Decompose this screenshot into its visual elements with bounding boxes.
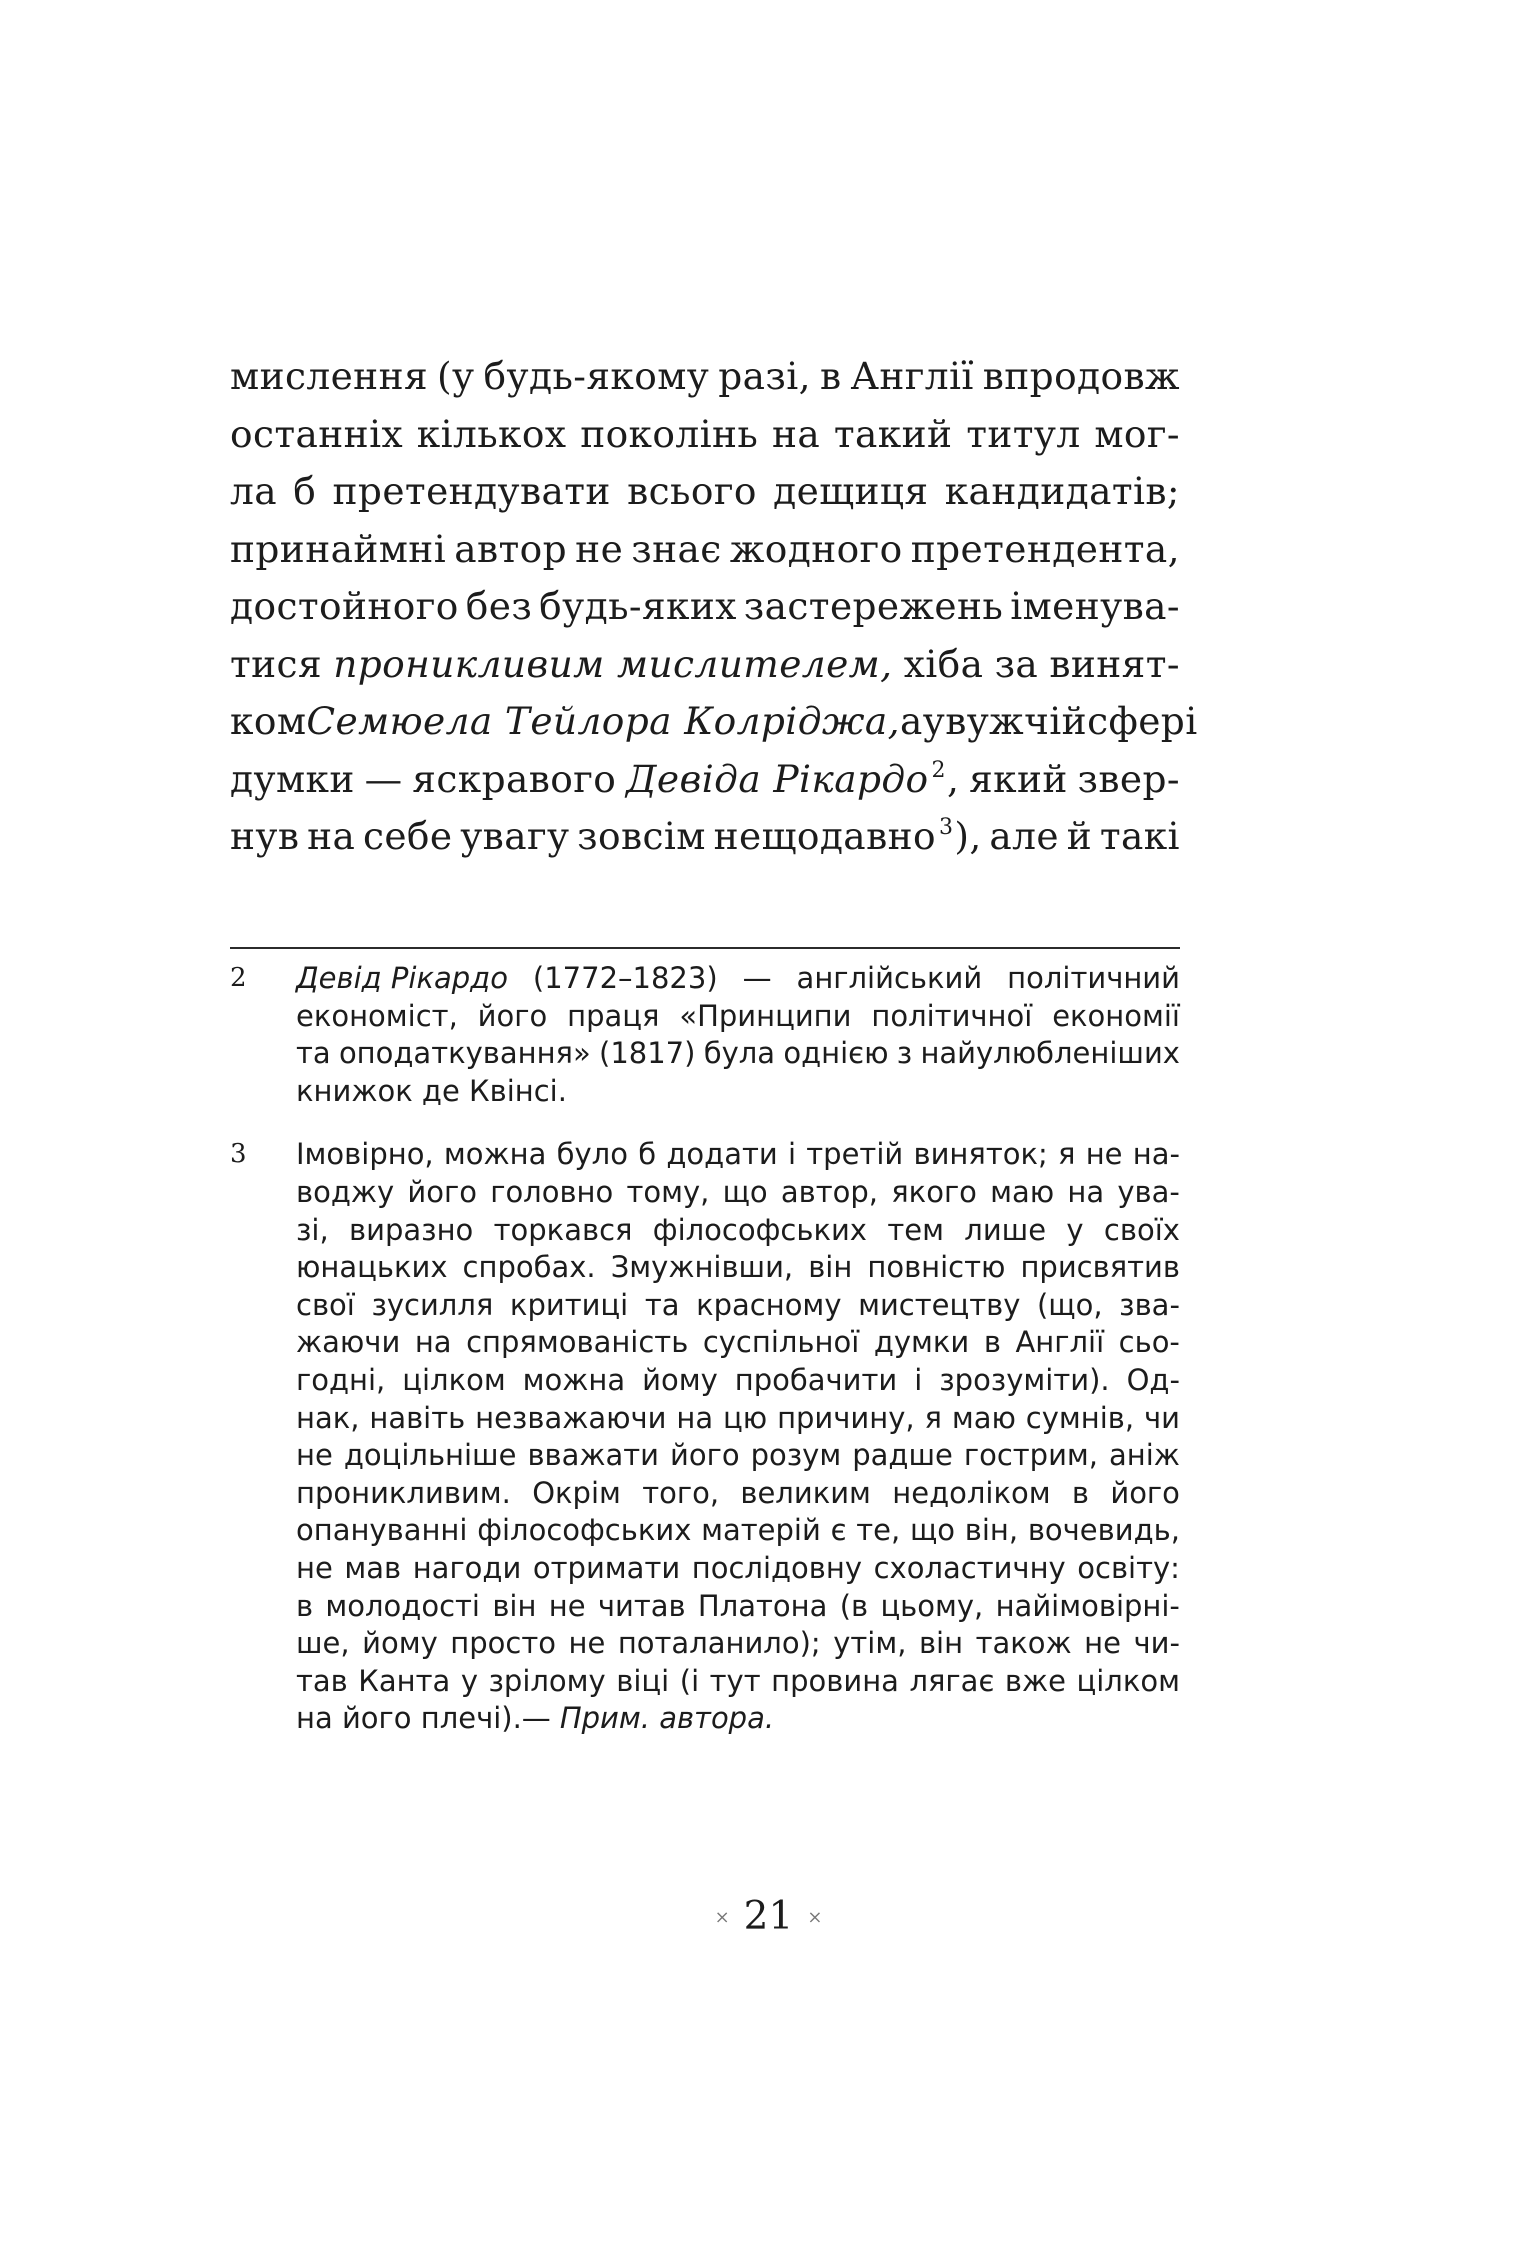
word: (в	[839, 1588, 869, 1623]
word: була	[703, 1036, 776, 1071]
word: мог-	[1094, 411, 1180, 456]
word: Платона	[697, 1588, 828, 1623]
word: нув	[230, 814, 300, 858]
footnote-number: 2	[230, 963, 247, 993]
body-line-2	[230, 406, 1180, 464]
word: і	[787, 1137, 797, 1172]
word: віці	[616, 1663, 670, 1698]
footnote-line	[296, 1035, 1180, 1073]
word: Англії	[1015, 1325, 1105, 1360]
main-text	[230, 348, 1198, 866]
word: є	[830, 1513, 847, 1548]
word: Англії	[850, 354, 974, 398]
word: політичної	[871, 998, 1033, 1033]
word: і	[914, 1362, 923, 1397]
word: не	[575, 526, 624, 571]
word: мислення	[230, 354, 429, 398]
page-number: 21	[743, 1894, 794, 1939]
word: він	[808, 1250, 853, 1285]
word: я	[1058, 1137, 1076, 1172]
word: принаймні	[230, 526, 447, 571]
footnote-line	[296, 960, 1180, 998]
word: не	[296, 1550, 333, 1585]
footnote-line	[296, 1212, 1180, 1250]
word: який	[969, 756, 1068, 801]
author-note-label: Прим. автора.	[559, 1701, 775, 1736]
word: можна	[522, 1362, 626, 1397]
footnote-line	[296, 1073, 1180, 1111]
body-line-5	[230, 578, 1180, 636]
word: цю	[723, 1400, 768, 1435]
body-line-3	[230, 463, 1180, 521]
word: гострим,	[963, 1438, 1099, 1473]
word: ше,	[296, 1626, 350, 1661]
word: свої	[296, 1287, 355, 1322]
word: сьо-	[1118, 1325, 1180, 1360]
word: однією	[783, 1036, 889, 1071]
word: незважаючи	[475, 1400, 667, 1435]
body-line-7	[230, 693, 1198, 751]
word: (у	[437, 354, 475, 398]
word: впродовж	[982, 354, 1180, 398]
footnote-line	[296, 1588, 1180, 1626]
italic-term-insightful-thinker: проникливим мислителем,	[333, 641, 893, 686]
word: спрямованість	[466, 1325, 689, 1360]
footnote-line	[296, 1663, 1180, 1701]
word: зва-	[1119, 1287, 1180, 1322]
word: жодного	[729, 526, 903, 571]
word: поколінь	[580, 411, 759, 456]
word: тут	[709, 1663, 761, 1698]
word: тися	[230, 641, 322, 686]
word: мав	[344, 1550, 402, 1585]
word: будь-яких	[539, 584, 737, 628]
word: лягає	[909, 1663, 995, 1698]
word: філософських	[652, 1212, 867, 1247]
footnote-line	[296, 1136, 1180, 1174]
word: схоластичну	[873, 1550, 1066, 1585]
footnote-line	[296, 1437, 1180, 1475]
word: автор,	[780, 1174, 879, 1209]
word: аніж	[1109, 1438, 1180, 1473]
word: Змужнівши,	[610, 1250, 794, 1285]
word: нагоди	[412, 1550, 522, 1585]
word: не	[1084, 1626, 1121, 1661]
word: достойного	[230, 584, 459, 628]
word: маю	[990, 1174, 1055, 1209]
word: лише	[964, 1212, 1047, 1247]
word: такі	[1099, 814, 1180, 858]
word: зовсім	[577, 814, 706, 858]
footnote-line	[296, 1512, 1180, 1550]
footnote-text: книжок де Квінсі.	[296, 1073, 567, 1108]
word: воджу	[296, 1174, 395, 1209]
word: увагу	[460, 814, 570, 858]
word: навіть	[369, 1400, 466, 1435]
word: тем	[887, 1212, 944, 1247]
word: на	[676, 1400, 714, 1435]
word: разі,	[718, 354, 811, 398]
word: не	[1085, 1137, 1123, 1172]
word: годні,	[296, 1362, 386, 1397]
footnote-line	[296, 1249, 1180, 1287]
word: сумнів,	[1025, 1400, 1135, 1435]
word: нещодавно	[713, 814, 936, 858]
footnote-line	[296, 1700, 1180, 1738]
word: послідовну	[691, 1550, 863, 1585]
word: кандидатів;	[944, 469, 1180, 513]
italic-name-ricardo: Девіда Рікардо	[626, 756, 929, 801]
word: та	[644, 1287, 680, 1322]
word: пробачити	[734, 1362, 898, 1397]
word: того,	[642, 1475, 720, 1510]
word: в	[983, 1325, 1001, 1360]
footnote-text: на його плечі).—	[296, 1701, 551, 1736]
footnote-line	[296, 1362, 1180, 1400]
footnote-number: 3	[230, 1139, 247, 1170]
body-line-1	[230, 348, 1180, 406]
word: його	[407, 1174, 477, 1209]
word: філософських	[477, 1513, 692, 1548]
word: у	[1066, 1212, 1084, 1247]
word: радше	[852, 1438, 953, 1473]
word: без	[465, 584, 533, 628]
word: на	[307, 814, 356, 858]
word: не	[548, 1588, 586, 1623]
word: англійський	[796, 961, 983, 995]
word: Імовірно,	[296, 1137, 434, 1172]
word: спробах.	[462, 1250, 596, 1285]
word: додати	[666, 1137, 778, 1172]
word: зі,	[296, 1212, 329, 1247]
word: тав	[296, 1663, 348, 1698]
italic-name-ricardo: Девід Рікардо	[296, 961, 508, 995]
word: на	[1067, 1174, 1105, 1209]
word: його	[670, 1438, 740, 1473]
word: молодості	[325, 1588, 480, 1623]
word: на	[771, 411, 821, 456]
word: його	[1110, 1475, 1180, 1510]
word: просто	[450, 1626, 556, 1661]
word: на	[414, 1325, 452, 1360]
word: проникливим.	[296, 1475, 511, 1510]
word: з	[896, 1036, 913, 1071]
word: на-	[1132, 1137, 1180, 1172]
word: цілком	[1076, 1663, 1180, 1698]
word: розум	[750, 1438, 842, 1473]
word: нак,	[296, 1400, 360, 1435]
word: своїх	[1103, 1212, 1180, 1247]
word: він	[918, 1626, 964, 1661]
word: виняток;	[913, 1137, 1048, 1172]
word: звер-	[1077, 756, 1180, 801]
word: зрозуміти).	[939, 1362, 1110, 1397]
body-line-6	[230, 636, 1180, 694]
word: повністю	[867, 1250, 1006, 1285]
word: ком	[230, 699, 307, 743]
recently-with-ref	[714, 808, 982, 866]
word: він,	[964, 1513, 1019, 1548]
word: праця	[567, 998, 660, 1033]
word: я	[924, 1400, 942, 1435]
word: титул	[966, 411, 1081, 456]
footnote-line	[296, 1174, 1180, 1212]
word: політичний	[1007, 961, 1180, 995]
word: виразно	[349, 1212, 474, 1247]
word: було	[556, 1137, 628, 1172]
word: що	[722, 1174, 768, 1209]
word: недоліком	[892, 1475, 1051, 1510]
word: цілком	[402, 1362, 506, 1397]
word: економіст,	[296, 998, 458, 1033]
word: за	[994, 641, 1039, 686]
body-line-8	[230, 751, 1180, 809]
word: він	[492, 1588, 537, 1623]
word: —	[742, 961, 772, 995]
word: сфері	[1087, 699, 1198, 743]
word: присвятив	[1020, 1250, 1180, 1285]
word: у	[922, 699, 946, 743]
word: але	[989, 814, 1059, 858]
footnote-ref-2[interactable]: 2	[931, 757, 946, 783]
word: юнацьких	[296, 1250, 448, 1285]
footnote-line	[296, 998, 1180, 1036]
word: критиці	[509, 1287, 629, 1322]
footnote-line	[296, 1324, 1180, 1362]
word: будь-якому	[483, 354, 710, 398]
word: ува-	[1117, 1174, 1180, 1209]
word: утім,	[833, 1626, 907, 1661]
word: застережень	[743, 584, 1004, 628]
word: —	[364, 756, 403, 801]
word: отримати	[532, 1550, 681, 1585]
word: й	[1066, 814, 1093, 858]
word: в	[820, 354, 842, 398]
word: а	[899, 699, 923, 743]
ornament-right: ×	[807, 1907, 823, 1928]
word: оподаткування»	[338, 1036, 591, 1071]
word: Окрім	[532, 1475, 621, 1510]
word: найулюбленіших	[920, 1036, 1180, 1071]
word: опануванні	[296, 1513, 468, 1548]
word: великим	[740, 1475, 871, 1510]
word: те,	[856, 1513, 901, 1548]
word: йому	[642, 1362, 718, 1397]
word: найімовірні-	[995, 1588, 1180, 1623]
word: торкався	[493, 1212, 633, 1247]
word: мистецтву	[858, 1287, 1021, 1322]
word: дещиця	[773, 469, 929, 513]
word: якого	[891, 1174, 977, 1209]
word: ла	[230, 469, 277, 513]
ornament-left: ×	[714, 1907, 730, 1928]
word: що	[909, 1513, 956, 1548]
word: автор	[454, 526, 568, 571]
footnotes	[230, 960, 1180, 1738]
page-number-block	[0, 1892, 1537, 1949]
word: у	[460, 1663, 478, 1698]
word: тому,	[626, 1174, 710, 1209]
word: також	[975, 1626, 1072, 1661]
ricardo-with-ref	[626, 751, 959, 809]
word: зусилля	[371, 1287, 494, 1322]
footnote-line	[296, 1400, 1180, 1438]
footnote-2	[230, 960, 1180, 1110]
word: хіба	[903, 641, 984, 686]
word: економії	[1052, 998, 1180, 1033]
word: провина	[771, 1663, 899, 1698]
footnote-ref-3[interactable]: 3	[938, 815, 954, 840]
word: причину,	[777, 1400, 915, 1435]
word: вважати	[527, 1438, 660, 1473]
word: можна	[443, 1137, 547, 1172]
word: «Принципи	[679, 998, 852, 1033]
word: знає	[631, 526, 722, 571]
word: іменува-	[1010, 584, 1180, 628]
word: зрілому	[488, 1663, 606, 1698]
word: думки	[873, 1325, 970, 1360]
word: претендувати	[332, 469, 611, 513]
footnote-line	[296, 1625, 1180, 1663]
word: його	[477, 998, 548, 1033]
word: не	[296, 1438, 333, 1473]
word: жаючи	[296, 1325, 401, 1360]
word: такий	[833, 411, 953, 456]
word: в	[1071, 1475, 1090, 1510]
word: думки	[230, 756, 355, 801]
word: яскравого	[412, 756, 617, 801]
word: йому	[362, 1626, 438, 1661]
word: б	[638, 1137, 657, 1172]
footnote-line	[296, 1550, 1180, 1588]
word: суспільної	[702, 1325, 860, 1360]
word: себе	[362, 814, 453, 858]
word: (і	[679, 1663, 700, 1698]
word: останніх	[230, 411, 404, 456]
punct: ,	[946, 756, 960, 801]
punct: ),	[954, 814, 982, 858]
word: Канта	[358, 1663, 451, 1698]
word: не	[568, 1626, 606, 1661]
word: третій	[806, 1137, 904, 1172]
word: Од-	[1126, 1362, 1180, 1397]
italic-name-coleridge: Семюела Тейлора Колріджа,	[306, 699, 900, 743]
word: вже	[1004, 1663, 1066, 1698]
word: доцільніше	[343, 1438, 517, 1473]
word: в	[296, 1588, 314, 1623]
word: (1772–1823)	[532, 961, 718, 995]
word: та	[296, 1036, 331, 1071]
word: б	[293, 469, 317, 513]
body-line-9	[230, 808, 1180, 866]
word: всього	[627, 469, 757, 513]
word: поталанило);	[617, 1626, 821, 1661]
word: вужчій	[945, 699, 1088, 743]
word: винят-	[1049, 641, 1180, 686]
word: вочевидь,	[1027, 1513, 1180, 1548]
word: претендента,	[910, 526, 1180, 571]
word: (1817)	[599, 1036, 696, 1071]
word: красному	[696, 1287, 842, 1322]
word: кількох	[416, 411, 567, 456]
word: освіту:	[1077, 1550, 1180, 1585]
footnote-line	[296, 1287, 1180, 1325]
word: цьому,	[880, 1588, 984, 1623]
word: чи	[1144, 1400, 1180, 1435]
body-line-4	[230, 521, 1180, 579]
word: чи-	[1133, 1626, 1180, 1661]
word: читав	[597, 1588, 686, 1623]
word: матерій	[701, 1513, 821, 1548]
footnote-3	[230, 1136, 1180, 1738]
footnote-separator	[230, 947, 1180, 949]
word: маю	[951, 1400, 1016, 1435]
word: (що,	[1036, 1287, 1103, 1322]
footnote-line	[296, 1475, 1180, 1513]
word: головно	[490, 1174, 614, 1209]
